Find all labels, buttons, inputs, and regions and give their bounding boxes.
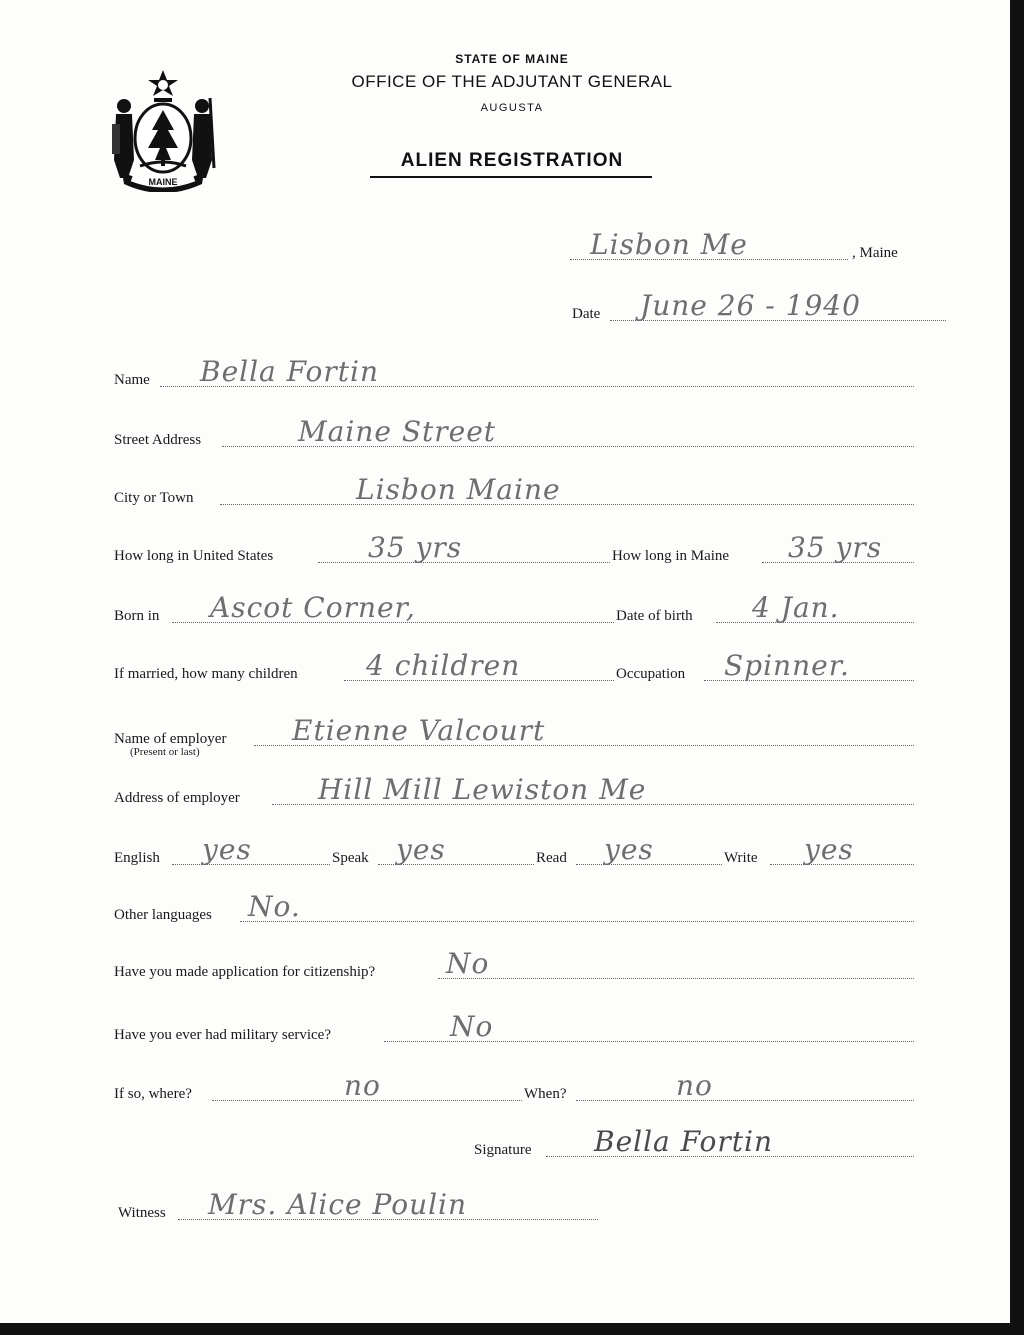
- street-label: Street Address: [114, 432, 202, 448]
- write-handwritten: yes: [804, 833, 854, 866]
- citizenship-row: [0, 941, 1024, 981]
- name-row: [0, 349, 1024, 389]
- how-long-row: [0, 525, 1024, 565]
- name-label: Name: [114, 372, 150, 388]
- children-handwritten: 4 children: [366, 649, 521, 682]
- signature-handwritten: Bella Fortin: [594, 1125, 774, 1158]
- date-label: Date: [572, 306, 601, 322]
- english-label: English: [114, 850, 160, 866]
- other-languages-label: Other languages: [114, 907, 212, 923]
- how-long-maine-handwritten: 35 yrs: [788, 531, 883, 564]
- seal-banner-text: MAINE: [148, 177, 178, 187]
- city-dotted-line: [220, 504, 914, 505]
- read-handwritten: yes: [604, 833, 654, 866]
- employer-address-row: [0, 767, 1024, 807]
- city-row: [0, 467, 1024, 507]
- state-heading: STATE OF MAINE: [455, 52, 569, 66]
- where-when-row: [0, 1063, 1024, 1103]
- witness-handwritten: Mrs. Alice Poulin: [208, 1188, 468, 1221]
- military-handwritten: No: [450, 1010, 494, 1043]
- dob-handwritten: 4 Jan.: [752, 591, 840, 624]
- city-handwritten: Lisbon Maine: [356, 473, 561, 506]
- city-heading: AUGUSTA: [480, 102, 544, 114]
- citizenship-handwritten: No: [446, 947, 490, 980]
- english-handwritten: yes: [202, 833, 252, 866]
- office-heading: OFFICE OF THE ADJUTANT GENERAL: [351, 72, 673, 91]
- place-handwritten: Lisbon Me: [590, 228, 748, 261]
- speak-handwritten: yes: [396, 833, 446, 866]
- military-row: [0, 1004, 1024, 1044]
- other-languages-row: [0, 884, 1024, 924]
- how-long-us-dotted-line: [318, 562, 610, 563]
- signature-label: Signature: [474, 1142, 532, 1158]
- born-in-label: Born in: [114, 608, 160, 624]
- place-row: [0, 222, 1024, 262]
- dob-label: Date of birth: [616, 608, 693, 624]
- street-handwritten: Maine Street: [298, 415, 497, 448]
- when-label: When?: [524, 1086, 567, 1102]
- citizenship-dotted-line: [438, 978, 914, 979]
- english-row: [0, 827, 1024, 867]
- how-long-us-label: How long in United States: [114, 548, 274, 564]
- how-long-maine-label: How long in Maine: [612, 548, 730, 564]
- children-label: If married, how many children: [114, 666, 298, 682]
- employer-row: [0, 708, 1024, 748]
- when-dotted-line: [576, 1100, 914, 1101]
- other-languages-handwritten: No.: [248, 890, 301, 923]
- signature-row: [0, 1119, 1024, 1159]
- date-row: [0, 283, 1024, 323]
- street-row: [0, 409, 1024, 449]
- children-row: [0, 643, 1024, 683]
- write-label: Write: [724, 850, 758, 866]
- date-handwritten: June 26 - 1940: [640, 289, 861, 322]
- speak-label: Speak: [332, 850, 369, 866]
- employer-sublabel: (Present or last): [130, 746, 200, 758]
- place-suffix: , Maine: [852, 245, 898, 261]
- where-handwritten: no: [344, 1069, 381, 1102]
- how-long-us-handwritten: 35 yrs: [368, 531, 463, 564]
- military-label: Have you ever had military service?: [114, 1027, 331, 1043]
- born-in-handwritten: Ascot Corner,: [210, 591, 416, 624]
- form-title: ALIEN REGISTRATION: [400, 150, 624, 171]
- witness-label: Witness: [118, 1205, 166, 1221]
- city-label: City or Town: [114, 490, 194, 506]
- employer-handwritten: Etienne Valcourt: [292, 714, 546, 747]
- when-handwritten: no: [676, 1069, 713, 1102]
- occupation-label: Occupation: [616, 666, 686, 682]
- citizenship-label: Have you made application for citizenship?: [114, 964, 376, 980]
- witness-row: [0, 1182, 1024, 1222]
- where-label: If so, where?: [114, 1086, 192, 1102]
- other-languages-dotted-line: [240, 921, 914, 922]
- occupation-handwritten: Spinner.: [724, 649, 850, 682]
- title-underline: [370, 176, 652, 178]
- employer-address-label: Address of employer: [114, 790, 240, 806]
- birth-row: [0, 585, 1024, 625]
- name-handwritten: Bella Fortin: [200, 355, 380, 388]
- employer-address-handwritten: Hill Mill Lewiston Me: [318, 773, 647, 806]
- employer-label: Name of employer: [114, 731, 227, 747]
- scan-border-bottom: [0, 1323, 1024, 1335]
- read-label: Read: [536, 850, 567, 866]
